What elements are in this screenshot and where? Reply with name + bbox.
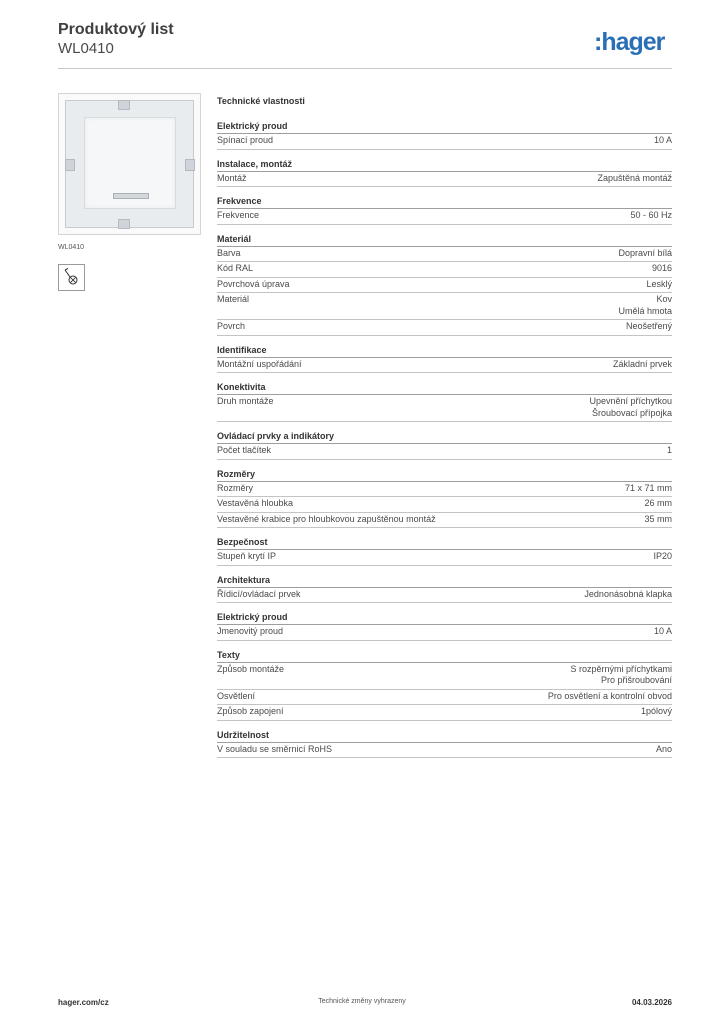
property-section: [217, 381, 672, 422]
property-row: [217, 262, 672, 278]
property-value: Dopravní bílá: [618, 247, 672, 258]
property-value: 10 A: [653, 135, 672, 145]
property-section: [217, 574, 672, 604]
section-heading: Udržitelnost: [217, 729, 672, 743]
property-label: Spínací proud: [217, 135, 274, 145]
property-value: 9016: [651, 263, 672, 273]
property-row: [217, 444, 672, 460]
property-label: Stupeň krytí IP: [217, 551, 277, 561]
property-row: [217, 663, 672, 690]
technical-properties: [217, 94, 672, 766]
property-value: 71 x 71 mm: [624, 482, 672, 493]
property-label: Povrch: [217, 321, 246, 331]
property-row: [217, 550, 672, 566]
property-row: [217, 690, 672, 706]
footer-date: 04.03.2026: [631, 998, 672, 1007]
property-label: Počet tlačítek: [217, 445, 272, 455]
rocker-switch: [84, 117, 176, 209]
property-label: Druh montáže: [217, 396, 274, 406]
property-label: Montážní uspořádání: [217, 358, 302, 369]
property-value: 10 A: [653, 626, 672, 636]
property-section: [217, 430, 672, 460]
property-label: Osvětlení: [217, 690, 256, 701]
property-row: [217, 497, 672, 513]
property-value: S rozpěrnými příchytkami Pro přišroubování: [570, 663, 672, 685]
property-row: [217, 358, 672, 374]
property-section: [217, 536, 672, 566]
property-value: Ano: [655, 743, 672, 754]
property-section: [217, 729, 672, 759]
property-label: Montáž: [217, 172, 247, 183]
properties-sections: [217, 120, 672, 758]
section-heading: Rozměry: [217, 468, 672, 482]
footer-notice: Technické změny vyhrazeny: [318, 998, 406, 1005]
property-label: Barva: [217, 247, 241, 258]
property-row: [217, 588, 672, 604]
property-row: [217, 134, 672, 150]
property-value: Upevnění příchytkou Šroubovací přípojka: [589, 396, 672, 418]
page-title: Produktový list: [58, 21, 174, 38]
section-heading: Instalace, montáž: [217, 158, 672, 172]
property-row: [217, 625, 672, 641]
property-label: Řídicí/ovládací prvek: [217, 588, 301, 599]
property-value: Kov Umělá hmota: [618, 294, 672, 316]
property-value: Jednonásobná klapka: [584, 588, 672, 599]
property-label: Rozměry: [217, 482, 254, 493]
property-label: Povrchová úprava: [217, 278, 290, 289]
property-row: [217, 293, 672, 320]
footer-website-link[interactable]: hager.com/cz: [58, 998, 109, 1007]
property-row: [217, 482, 672, 498]
property-value: Základní prvek: [612, 358, 672, 369]
property-row: [217, 705, 672, 721]
section-heading: Frekvence: [217, 195, 672, 209]
property-section: [217, 649, 672, 721]
property-section: [217, 468, 672, 529]
property-row: [217, 320, 672, 336]
property-label: Materiál: [217, 294, 250, 304]
product-code: WL0410: [58, 40, 114, 57]
property-label: V souladu se směrnicí RoHS: [217, 743, 333, 754]
property-value: 35 mm: [644, 513, 672, 524]
property-section: [217, 195, 672, 225]
property-value: Pro osvětlení a kontrolní obvod: [547, 690, 672, 701]
property-label: Způsob zapojení: [217, 706, 284, 716]
property-row: [217, 743, 672, 759]
product-image: [58, 93, 201, 235]
property-value: 1pólový: [640, 706, 672, 716]
plate-tab-top: [118, 100, 130, 110]
section-heading: Konektivita: [217, 381, 672, 395]
property-section: [217, 120, 672, 150]
property-value: 26 mm: [644, 498, 672, 508]
plate-tab-bottom: [118, 219, 130, 229]
property-row: [217, 247, 672, 263]
hager-logo[interactable]: :hager: [594, 28, 665, 56]
property-section: [217, 344, 672, 374]
property-row: [217, 278, 672, 294]
section-heading: Identifikace: [217, 344, 672, 358]
image-caption: WL0410: [58, 244, 85, 251]
property-value: 50 - 60 Hz: [630, 210, 672, 220]
section-heading: Ovládací prvky a indikátory: [217, 430, 672, 444]
property-row: [217, 513, 672, 529]
property-value: 1: [666, 445, 672, 455]
property-value: IP20: [653, 551, 672, 561]
property-section: [217, 611, 672, 641]
property-value: Neošetřený: [625, 321, 672, 331]
property-value: Zapuštěná montáž: [597, 172, 672, 183]
section-heading: Texty: [217, 649, 672, 663]
section-heading: Bezpečnost: [217, 536, 672, 550]
property-row: [217, 209, 672, 225]
mounting-plate: [65, 100, 194, 228]
property-label: Kód RAL: [217, 263, 254, 273]
property-value: Lesklý: [646, 278, 672, 289]
property-row: [217, 172, 672, 188]
indicator-lens: [113, 193, 149, 199]
property-label: Jmenovitý proud: [217, 626, 284, 636]
property-row: [217, 395, 672, 422]
section-heading: Architektura: [217, 574, 672, 588]
section-heading: Elektrický proud: [217, 611, 672, 625]
properties-title: Technické vlastnosti: [217, 96, 305, 106]
header-divider: [58, 68, 672, 69]
property-label: Vestavěné krabice pro hloubkovou zapuštěnou montáž: [217, 513, 436, 524]
plate-tab-left: [65, 159, 75, 171]
property-label: Frekvence: [217, 210, 260, 220]
section-heading: Elektrický proud: [217, 120, 672, 134]
section-heading: Materiál: [217, 233, 672, 247]
property-label: Způsob montáže: [217, 663, 285, 674]
switch-with-lamp-symbol-icon: [58, 264, 85, 291]
plate-tab-right: [185, 159, 195, 171]
property-label: Vestavěná hloubka: [217, 498, 294, 508]
property-section: [217, 233, 672, 336]
property-section: [217, 158, 672, 188]
